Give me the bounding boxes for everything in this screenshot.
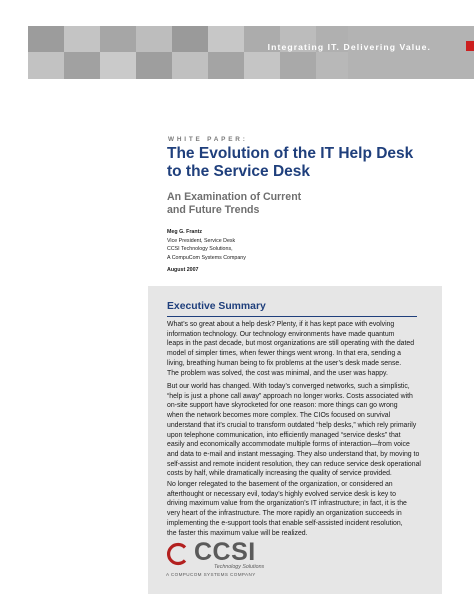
paragraph-line: “help is just a phone call away” approach no longer works. Costs associated with (167, 392, 413, 400)
paragraph-line: the faster this maximum value will be realized. (167, 529, 308, 537)
paragraph-line: on-site support have skyrocketed for one reason: more things can go wrong (167, 402, 398, 410)
paragraph-line: and data to e-mail and instant messaging. They also understand that, by moving to (167, 450, 420, 458)
author-name: Meg G. Frantz (167, 229, 203, 235)
document-title (167, 145, 457, 180)
paragraph-line: self-assist and remote incident resolution, they can reduce service desk operational (167, 460, 421, 468)
paragraph-line: information technology. Our technology environments have made quantum (167, 330, 395, 338)
paragraph-line: costs by half, while dramatically increasing the quality of service provided. (167, 470, 392, 478)
paragraph-line: No longer relegated to the basement of the organization, or considered an (167, 481, 393, 488)
logo-wordmark: CCSI (194, 538, 256, 566)
title-line: to the Service Desk (167, 162, 311, 180)
paragraph-line: when the network becomes more complex. The CIOs focused on survival (167, 412, 391, 420)
subtitle-line: and Future Trends (167, 203, 260, 216)
paragraph-line: The problem was solved, the cost was minimal, and the user was happy. (167, 369, 388, 377)
red-accent-square (466, 41, 474, 51)
paragraph-line: model of simpler times, when fewer things went wrong. In that era, sending a (167, 350, 402, 358)
paragraph-line: What’s so great about a help desk? Plenty, if it has kept pace with evolving (167, 321, 395, 328)
ccsi-logo (166, 538, 306, 583)
document-type-label: WHITE PAPER: (168, 136, 248, 143)
logo-company: A COMPUCOM SYSTEMS COMPANY (166, 572, 256, 577)
heading-rule (167, 316, 417, 317)
summary-paragraph-3 (167, 480, 429, 538)
summary-paragraph-2 (167, 382, 429, 479)
title-line: The Evolution of the IT Help Desk (167, 145, 414, 162)
paragraph-line: very heart of the infrastructure. The more rapidly an organization succeeds in (167, 510, 402, 518)
executive-summary-heading: Executive Summary (167, 301, 266, 312)
paragraph-line: afterthought or necessary evil, today’s highly evolved service desk is key to (167, 490, 396, 498)
paragraph-line: But our world has changed. With today’s converged networks, such a simplistic, (167, 383, 410, 390)
author-title: Vice President, Service Desk (167, 237, 236, 244)
paragraph-line: implementing the e-support tools that enable self-assisted incident resolution, (167, 519, 403, 527)
mosaic-pattern (28, 26, 348, 79)
logo-subtitle: Technology Solutions (214, 564, 265, 570)
author-block (167, 228, 367, 262)
document-subtitle (167, 191, 427, 216)
ccsi-ring-icon (166, 542, 190, 566)
banner-tagline: Integrating IT. Delivering Value. (267, 42, 431, 52)
paragraph-line: living, breathing human being to fix problems at the user’s desk made sense. (167, 359, 402, 367)
paragraph-line: understand that it’s crucial to transform outdated “help desks,” which rely primarily (167, 421, 417, 429)
subtitle-line: An Examination of Current (167, 191, 302, 203)
paragraph-line: upon telephone communication, into efficiently managed “service desks” that (167, 431, 401, 439)
author-company: A CompuCom Systems Company (167, 254, 246, 261)
summary-paragraph-1 (167, 320, 429, 378)
paragraph-line: easily and economically accommodate multiple forms of interaction—from voice (167, 441, 410, 449)
header-banner (28, 26, 474, 79)
paragraph-line: leaps in the past decade, but most organizations are still operating with the dated (167, 340, 415, 348)
paragraph-line: driving maximum value from the organization’s IT infrastructure; in fact, it is the (167, 500, 407, 508)
publication-date: August 2007 (167, 267, 199, 273)
author-org: CCSI Technology Solutions, (167, 246, 233, 253)
